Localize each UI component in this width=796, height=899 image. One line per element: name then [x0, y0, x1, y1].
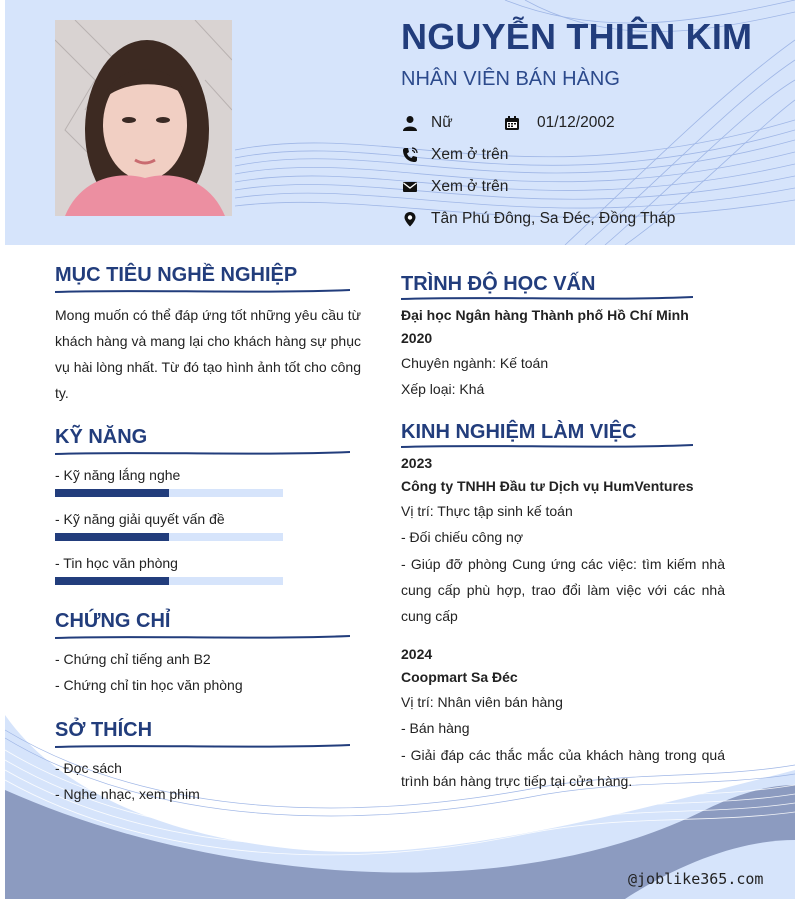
skill-bar: [55, 577, 283, 585]
job-year: 2024: [401, 646, 433, 662]
hobby-item: - Nghe nhạc, xem phim: [55, 786, 200, 802]
email-value: Xem ở trên: [431, 178, 509, 195]
objective-text: Mong muốn có thể đáp ứng tốt những yêu cầu từ khách hàng và mang lại cho khách hàng sự phục vụ hài lòng nhất. Từ đó tạo hình ảnh tốt cho công ty.: [55, 307, 361, 401]
job-duty: - Giúp đỡ phòng Cung ứng các việc: tìm kiếm nhà cung cấp phù hợp, trao đổi làm việc với các nhà cung cấp: [401, 556, 725, 624]
skills-underline: [55, 449, 350, 457]
phone-value: Xem ở trên: [431, 146, 509, 163]
skill-bar-fill: [55, 489, 169, 497]
job-position: Vị trí: Nhân viên bán hàng: [401, 694, 563, 710]
job-company: Công ty TNHH Đầu tư Dịch vụ HumVentures: [401, 478, 694, 494]
address-row: [401, 208, 675, 230]
education-grade: Xếp loại: Khá: [401, 381, 485, 397]
hobbies-underline: [55, 742, 350, 750]
certificates-underline: [55, 633, 350, 641]
footer-handle: @joblike365.com: [628, 870, 764, 888]
header-banner: [5, 0, 795, 245]
skill-label: - Kỹ năng giải quyết vấn đề: [55, 511, 225, 527]
education-school: Đại học Ngân hàng Thành phố Hồ Chí Minh: [401, 307, 689, 323]
skills-heading: KỸ NĂNG: [55, 426, 148, 448]
birthdate-value: 01/12/2002: [537, 114, 615, 131]
job-duty: - Đối chiếu công nợ: [401, 529, 524, 545]
map-pin-icon: [401, 210, 419, 228]
candidate-name: NGUYỄN THIÊN KIM: [401, 16, 753, 57]
phone-icon: [401, 146, 419, 164]
phone-row: [401, 144, 508, 166]
certificates-heading: CHỨNG CHỈ: [55, 610, 171, 632]
education-major: Chuyên ngành: Kế toán: [401, 355, 549, 371]
profile-photo: [55, 20, 232, 216]
skill-label: - Kỹ năng lắng nghe: [55, 467, 181, 483]
job-position: Vị trí: Thực tập sinh kế toán: [401, 503, 573, 519]
skill-bar-fill: [55, 533, 169, 541]
skill-bar: [55, 489, 283, 497]
envelope-icon: [401, 178, 419, 196]
certificate-item: - Chứng chỉ tiếng anh B2: [55, 651, 211, 667]
education-year: 2020: [401, 330, 433, 346]
objective-underline: [55, 287, 350, 295]
job-duty: - Giải đáp các thắc mắc của khách hàng trong quá trình bán hàng trực tiếp tại cửa hàng.: [401, 747, 725, 789]
birthdate-row: [503, 112, 615, 134]
job-title: NHÂN VIÊN BÁN HÀNG: [401, 68, 620, 90]
certificate-item: - Chứng chỉ tin học văn phòng: [55, 677, 243, 693]
education-underline: [401, 294, 693, 302]
gender-row: [401, 112, 453, 134]
skill-label: - Tin học văn phòng: [55, 555, 178, 571]
experience-underline: [401, 442, 693, 450]
email-row: [401, 176, 508, 198]
hobbies-heading: SỞ THÍCH: [55, 719, 153, 741]
objective-heading: MỤC TIÊU NGHỀ NGHIỆP: [55, 264, 298, 286]
job-year: 2023: [401, 455, 433, 471]
user-icon: [401, 114, 419, 132]
gender-value: Nữ: [431, 114, 453, 131]
education-heading: TRÌNH ĐỘ HỌC VẤN: [401, 273, 596, 295]
hobby-item: - Đọc sách: [55, 760, 122, 776]
address-value: Tân Phú Đông, Sa Đéc, Đồng Tháp: [431, 210, 676, 227]
calendar-icon: [503, 114, 521, 132]
experience-heading: KINH NGHIỆM LÀM VIỆC: [401, 421, 637, 443]
job-duty: - Bán hàng: [401, 720, 470, 736]
skill-bar-fill: [55, 577, 169, 585]
skill-bar: [55, 533, 283, 541]
cv-page: [5, 0, 795, 899]
job-company: Coopmart Sa Đéc: [401, 669, 518, 685]
